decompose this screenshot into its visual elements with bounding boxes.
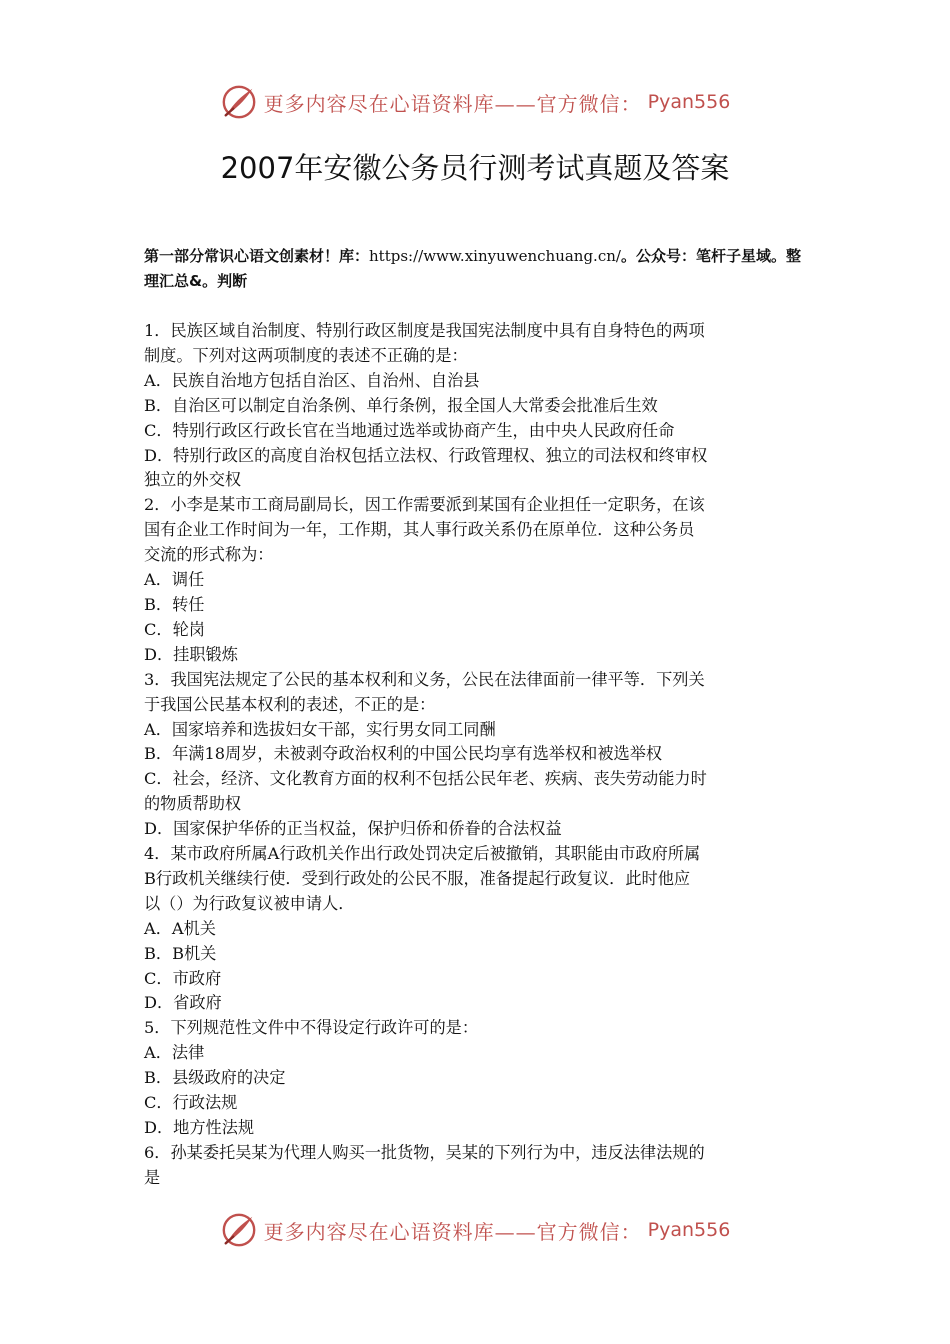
text-line: B．B机关 bbox=[144, 943, 217, 963]
text-line: 于我国公民基本权利的表述，不正的是： bbox=[144, 694, 436, 714]
wechat-id: Pyan556 bbox=[647, 91, 731, 113]
text-line: 的物质帮助权 bbox=[144, 794, 242, 814]
text-line: D．省政府 bbox=[144, 993, 222, 1013]
header-watermark-banner bbox=[0, 80, 950, 124]
text-line: B行政机关继续行使．受到行政处的公民不服，准备提起行政复议．此时他应 bbox=[144, 868, 691, 888]
footer-watermark-banner bbox=[0, 1208, 950, 1252]
text-line: 交流的形式称为： bbox=[144, 545, 274, 565]
text-line: C．特别行政区行政长官在当地通过选举或协商产生，由中央人民政府任命 bbox=[144, 420, 675, 440]
text-line: D．挂职锻炼 bbox=[144, 644, 238, 664]
text-line: B．县级政府的决定 bbox=[144, 1068, 286, 1088]
wechat-id: Pyan556 bbox=[647, 1219, 731, 1241]
text-line: 3．我国宪法规定了公民的基本权利和义务，公民在法律面前一律平等．下列关 bbox=[144, 669, 705, 689]
quill-pen-logo-icon bbox=[220, 1211, 258, 1249]
text-line: A．民族自治地方包括自治区、自治州、自治县 bbox=[144, 370, 480, 390]
quill-pen-logo-icon bbox=[220, 83, 258, 121]
text-line: 以（）为行政复议被申请人． bbox=[144, 893, 355, 913]
text-line: C．行政法规 bbox=[144, 1093, 238, 1113]
text-line: D．国家保护华侨的正当权益，保护归侨和侨眷的合法权益 bbox=[144, 819, 562, 839]
text-line: B．转任 bbox=[144, 594, 205, 614]
intro-url: https://www.xinyuwenchuang.cn/ bbox=[369, 247, 621, 265]
text-line: A．法律 bbox=[144, 1043, 205, 1063]
text-line: B．年满18周岁，未被剥夺政治权利的中国公民均享有选举权和被选举权 bbox=[144, 744, 663, 764]
text-line: 是 bbox=[144, 1167, 161, 1187]
question-list bbox=[144, 319, 810, 1191]
text-line: 4．某市政府所属A行政机关作出行政处罚决定后被撤销，其职能由市政府所属 bbox=[144, 844, 701, 864]
text-line: 国有企业工作时间为一年，工作期，其人事行政关系仍在原单位．这种公务员 bbox=[144, 520, 695, 540]
text-line: A．国家培养和选拔妇女干部，实行男女同工同酬 bbox=[144, 719, 496, 739]
text-line: A．A机关 bbox=[144, 918, 216, 938]
watermark-text: 更多内容尽在心语资料库——官方微信： bbox=[263, 91, 642, 116]
intro-text-start: 第一部分常识心语文创素材！库： bbox=[144, 247, 370, 265]
text-line: 制度。下列对这两项制度的表述不正确的是： bbox=[144, 345, 468, 365]
text-line: A．调任 bbox=[144, 570, 205, 590]
text-line: C．轮岗 bbox=[144, 619, 205, 639]
watermark-text: 更多内容尽在心语资料库——官方微信： bbox=[263, 1219, 642, 1244]
intro-paragraph bbox=[144, 244, 810, 294]
text-line: D．地方性法规 bbox=[144, 1118, 255, 1137]
text-line: 5．下列规范性文件中不得设定行政许可的是： bbox=[144, 1018, 479, 1038]
text-line: 2．小李是某市工商局副局长，因工作需要派到某国有企业担任一定职务，在该 bbox=[144, 495, 705, 515]
text-line: 独立的外交权 bbox=[144, 470, 242, 490]
text-line: 6．孙某委托吴某为代理人购买一批货物，吴某的下列行为中，违反法律法规的 bbox=[144, 1142, 705, 1162]
text-line: D．特别行政区的高度自治权包括立法权、行政管理权、独立的司法权和终审权 bbox=[144, 445, 708, 465]
text-line: B．自治区可以制定自治条例、单行条例，报全国人大常委会批准后生效 bbox=[144, 395, 658, 415]
text-line: C．市政府 bbox=[144, 968, 222, 988]
page-title: 2007年安徽公务员行测考试真题及答案 bbox=[220, 151, 730, 185]
intro-text-end: 。公众号：笔杆子星域。整理汇总&。判断 bbox=[144, 247, 801, 290]
text-line: 1．民族区域自治制度、特别行政区制度是我国宪法制度中具有自身特色的两项 bbox=[144, 321, 705, 340]
text-line: C．社会，经济、文化教育方面的权利不包括公民年老、疾病、丧失劳动能力时 bbox=[144, 769, 707, 789]
